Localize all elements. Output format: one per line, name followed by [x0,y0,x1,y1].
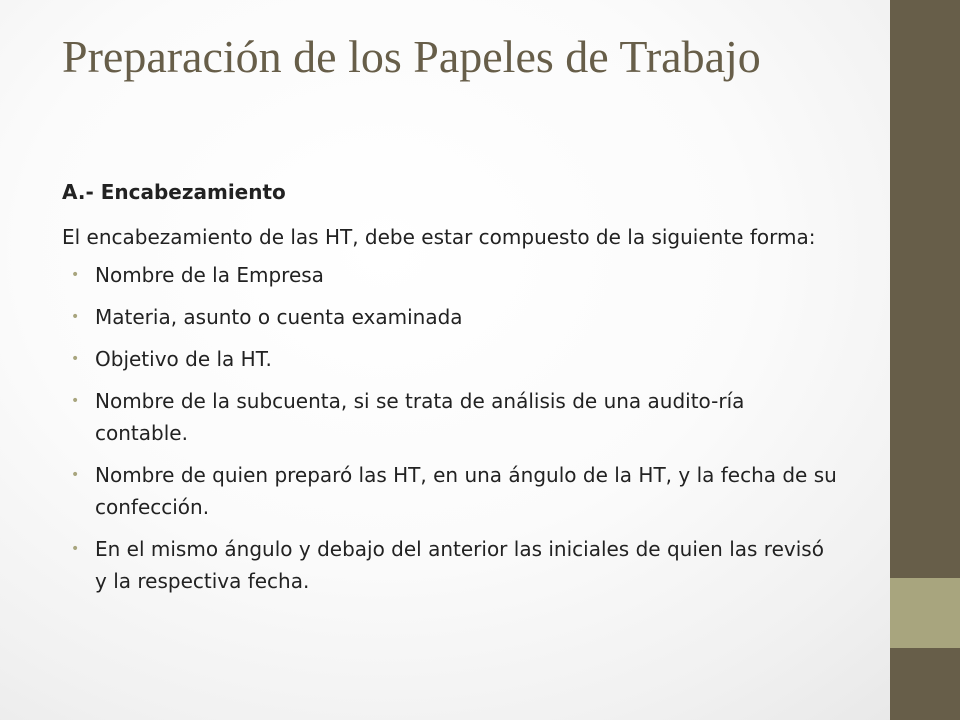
bullet-dot-icon: • [71,267,80,283]
bullet-dot-icon: • [71,351,80,367]
bullet-text: Nombre de la Empresa [95,263,324,287]
slide-title: Preparación de los Papeles de Trabajo [62,31,761,82]
bullet-dot-icon: • [71,393,80,409]
bullet-item [62,385,842,449]
bullet-item [62,533,842,597]
bullet-item [62,259,842,291]
bullet-dot-icon: • [71,467,80,483]
bullet-text: Nombre de quien preparó las HT, en una ángulo de la HT, y la fecha de su confección. [95,463,837,519]
slide-body [62,175,842,607]
bullet-text: En el mismo ángulo y debajo del anterior las iniciales de quien las revisó y la respectiva fecha. [95,537,824,593]
side-accent-block [890,578,960,648]
bullet-list [62,259,842,597]
bullet-text: Objetivo de la HT. [95,347,272,371]
bullet-dot-icon: • [71,541,80,557]
bullet-item [62,343,842,375]
bullet-item [62,301,842,333]
bullet-text: Materia, asunto o cuenta examinada [95,305,463,329]
bullet-text: Nombre de la subcuenta, si se trata de análisis de una audito-ría contable. [95,389,745,445]
intro-paragraph: El encabezamiento de las HT, debe estar compuesto de la siguiente forma: [62,225,816,249]
section-subheading: A.- Encabezamiento [62,180,286,204]
bullet-dot-icon: • [71,309,80,325]
bullet-item [62,459,842,523]
